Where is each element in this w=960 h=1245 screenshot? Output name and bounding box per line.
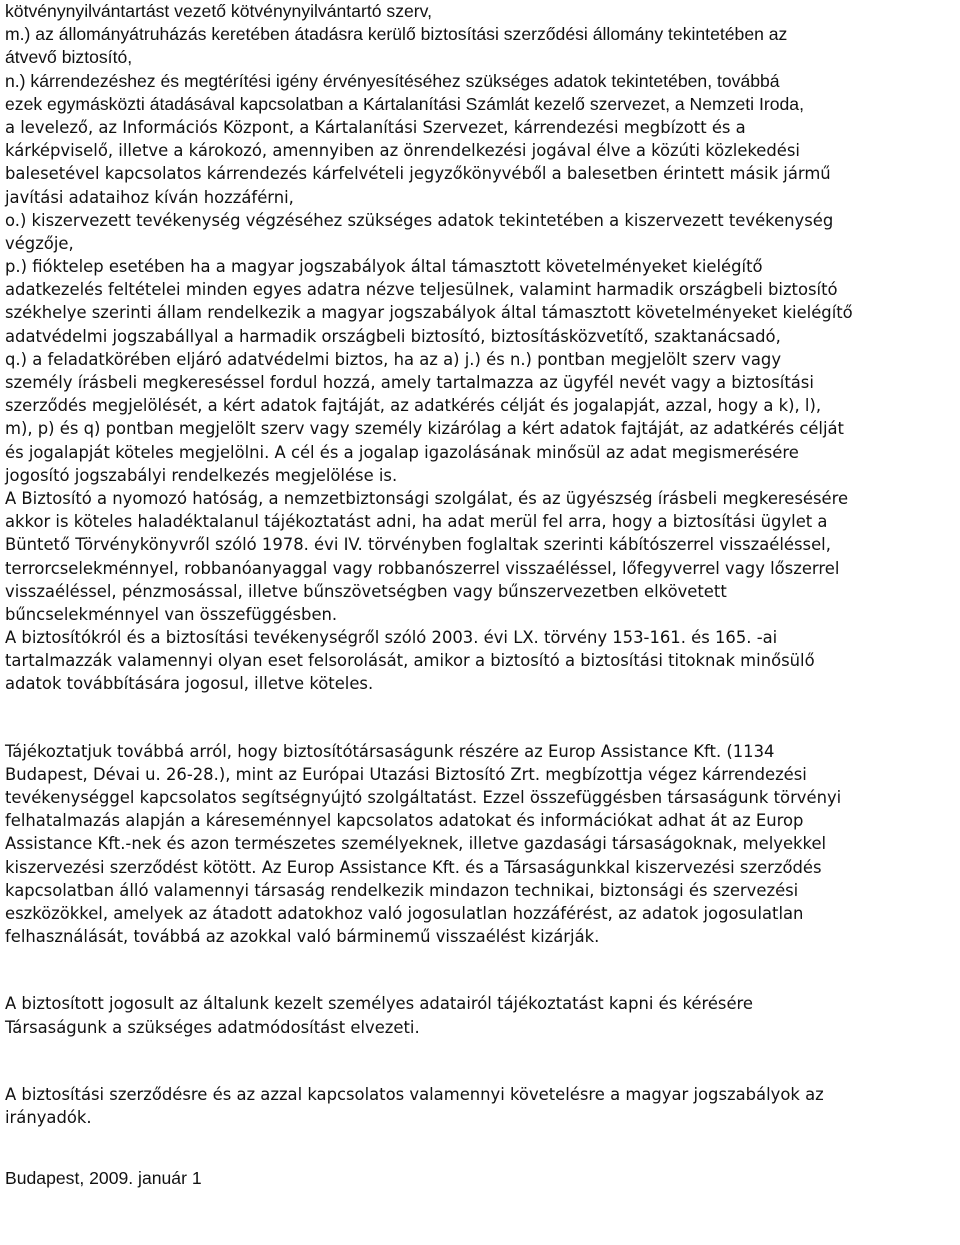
text-line: A Biztosító a nyomozó hatóság, a nemzetbiztonsági szolgálat, és az ügyészség írásbeli megkeresésére [5,488,849,508]
footer-date: Budapest, 2009. január 1 [5,1168,202,1189]
text-line: adatvédelmi jogszabállyal a harmadik országbeli biztosító, biztosításközvetítő, szaktanácsadó, [5,326,781,346]
text-line: p.) fióktelep esetében ha a magyar jogszabályok által támasztott követelményeket kielégítő [5,257,763,277]
text-line: kötvénynyilvántartást vezető kötvénynyilvántartó szerv, [5,1,433,21]
text-line: szerződés megjelölését, a kért adatok fajtáját, az adatkérés célját és jogalapját, azzal, hogy a k), l), [5,396,822,416]
paragraph-europ-assistance [5,740,955,949]
text-line: felhatalmazás alapján a káreseménnyel kapcsolatos adatokat és információkat adhat át az Europ [5,811,804,831]
text-line: kiszervezési szerződést kötött. Az Europ Assistance Kft. és a Társaságunkkal kiszervezési szerződés [5,857,822,877]
text-line: adatok továbbítására jogosul, illetve köteles. [5,674,374,694]
paragraph-spacer [5,1129,955,1167]
text-line: jogosító jogszabályi rendelkezés megjelölése is. [5,465,398,485]
text-line: kapcsolatban álló valamennyi társaság rendelkezik mindazon technikai, biztonsági és szervezési [5,880,799,900]
text-line: Assistance Kft.-nek és azon természetes személyeknek, illetve gazdasági társaságoknak, melyekkel [5,834,827,854]
text-line: balesetével kapcsolatos kárrendezés kárfelvételi jegyzőkönyvéből a balesetben érintett másik jármű [5,164,831,184]
text-line: m), p) és q) pontban megjelölt szerv vagy személy kizárólag a kért adatok fajtáját, az adatkérés célját [5,419,844,439]
text-line: A biztosított jogosult az általunk kezelt személyes adatairól tájékoztatást kapni és kérésére [5,994,754,1014]
text-line: felhasználását, továbbá az azokkal való bárminemű visszaélést kizárják. [5,927,600,947]
text-line: visszaéléssel, pénzmosással, illetve bűnszövetségben vagy bűnszervezetben elkövetett [5,581,727,601]
paragraph-data-rights [5,992,955,1038]
document-page [5,0,955,1190]
text-line: terrorcselekménnyel, robbanóanyaggal vagy robbanószerrel visszaéléssel, lőfegyverrel vagy lőszerrel [5,558,840,578]
text-line: székhelye szerinti állam rendelkezik a magyar jogszabályok által támasztott követelményeket kielégítő [5,303,853,323]
text-line: adatkezelés feltételei minden egyes adatra nézve teljesülnek, valamint harmadik országbeli biztosító [5,280,838,300]
text-line: a levelező, az Információs Központ, a Kártalanítási Szervezet, kárrendezési megbízott és a [5,117,746,137]
text-line: végzője, [5,233,74,253]
text-line: irányadók. [5,1107,92,1127]
text-line: ezek egymásközti átadásával kapcsolatban a Kártalanítási Számlát kezelő szervezet, a Nemzeti Iroda, [5,93,804,114]
text-line: bűncselekménnyel van összefüggésben. [5,604,338,624]
text-line: A biztosítási szerződésre és az azzal kapcsolatos valamennyi követelésre a magyar jogszabályok az [5,1084,824,1104]
text-line: kárképviselő, illetve a károkozó, amennyiben az önrendelkezési jogával élve a közúti közlekedési [5,141,800,161]
paragraph-points-m-n [5,0,955,116]
paragraph-spacer [5,948,955,992]
text-line: Társaságunk a szükséges adatmódosítást elvezeti. [5,1017,420,1037]
text-line: n.) kárrendezéshez és megtérítési igény érvényesítéséhez szükséges adatok tekintetében, továbbá [5,70,780,91]
paragraph-spacer [5,696,955,740]
text-line: m.) az állományátruházás keretében átadásra kerülő biztosítási szerződési állomány tekintetében az [5,24,788,45]
text-line: Budapest, Dévai u. 26-28.), mint az Európai Utazási Biztosító Zrt. megbízottja végez kárrendezési [5,764,807,784]
text-line: és jogalapját köteles megjelölni. A cél és a jogalap igazolásának minősül az adat megismerésére [5,442,799,462]
text-line: o.) kiszervezett tevékenység végzéséhez szükséges adatok tekintetében a kiszervezett tevékenység [5,210,834,230]
paragraph-points-n-to-q [5,116,955,696]
text-line: Tájékoztatjuk továbbá arról, hogy biztosítótársaságunk részére az Europ Assistance Kft. (1134 [5,741,775,761]
text-line: javítási adataihoz kíván hozzáférni, [5,187,294,207]
text-line: tevékenységgel kapcsolatos segítségnyújtó szolgáltatást. Ezzel összefüggésben társaságunk törvényi [5,788,842,807]
text-line: eszközökkel, amelyek az átadott adatokhoz való jogosulatlan hozzáférést, az adatok jogosulatlan [5,903,804,923]
text-line: személy írásbeli megkereséssel fordul hozzá, amely tartalmazza az ügyfél nevét vagy a biztosítási [5,373,814,392]
text-line: átvevő biztosító, [5,47,133,68]
text-line: tartalmazzák valamennyi olyan eset felsorolását, amikor a biztosító a biztosítási titoknak minősülő [5,651,815,671]
text-line: q.) a feladatkörében eljáró adatvédelmi biztos, ha az a) j.) és n.) pontban megjelölt szerv vagy [5,349,782,369]
paragraph-governing-law [5,1083,955,1129]
text-line: A biztosítókról és a biztosítási tevékenységről szóló 2003. évi LX. törvény 153-161. és 165. -ai [5,628,778,648]
text-line: akkor is köteles haladéktalanul tájékoztatást adni, ha adat merül fel arra, hogy a biztosítási ügylet a [5,512,828,532]
paragraph-spacer [5,1039,955,1083]
text-line: Büntető Törvénykönyvről szóló 1978. évi IV. törvényben foglaltak szerinti kábítószerrel visszaéléssel, [5,535,831,555]
